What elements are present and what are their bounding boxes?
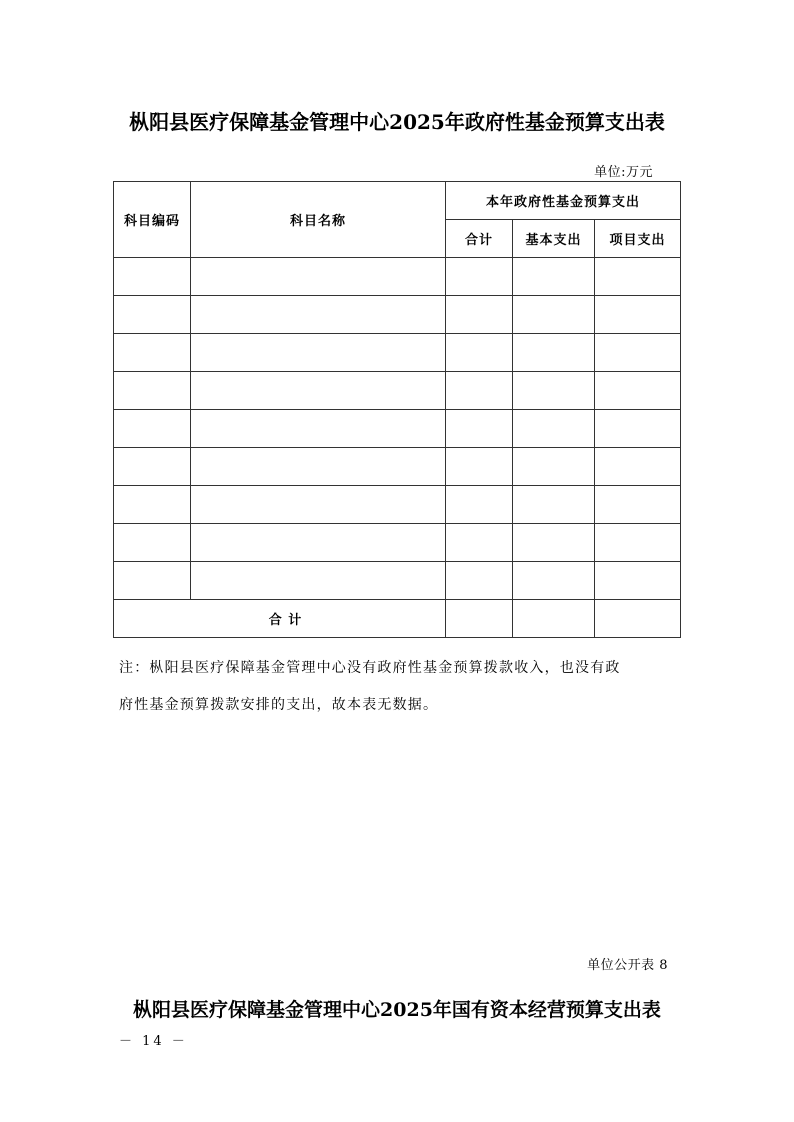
cell [191, 410, 446, 448]
table-header-row [114, 182, 681, 220]
cell [191, 258, 446, 296]
cell [513, 258, 595, 296]
cell [446, 562, 513, 600]
cell [446, 296, 513, 334]
cell [513, 562, 595, 600]
total-basic-cell [513, 600, 595, 638]
cell [595, 562, 681, 600]
table-row [114, 296, 681, 334]
header-basic: 基本支出 [513, 220, 595, 258]
cell [446, 334, 513, 372]
cell [513, 410, 595, 448]
table-row [114, 258, 681, 296]
cell [114, 524, 191, 562]
total-label: 合 计 [114, 600, 446, 638]
cell [114, 372, 191, 410]
cell [114, 562, 191, 600]
cell [191, 524, 446, 562]
cell [595, 448, 681, 486]
cell [446, 372, 513, 410]
note [119, 650, 679, 724]
table-row [114, 486, 681, 524]
header-code: 科目编码 [114, 182, 191, 258]
cell [114, 334, 191, 372]
table-row [114, 410, 681, 448]
cell [595, 372, 681, 410]
cell [114, 486, 191, 524]
cell [513, 486, 595, 524]
header-group: 本年政府性基金预算支出 [446, 182, 681, 220]
cell [191, 372, 446, 410]
note-line-2: 府性基金预算拨款安排的支出，故本表无数据。 [119, 697, 439, 713]
budget-table [113, 181, 681, 638]
table-code-label: 单位公开表 8 [587, 958, 668, 973]
cell [114, 448, 191, 486]
cell [446, 486, 513, 524]
cell [446, 258, 513, 296]
cell [191, 334, 446, 372]
page-number: － 14 － [119, 1034, 188, 1049]
total-project-cell [595, 600, 681, 638]
header-total: 合计 [446, 220, 513, 258]
header-name: 科目名称 [191, 182, 446, 258]
cell [191, 296, 446, 334]
table-row [114, 562, 681, 600]
cell [114, 296, 191, 334]
next-table-title: 枞阳县医疗保障基金管理中心2025年国有资本经营预算支出表 [133, 999, 661, 1021]
note-line-1: 注：枞阳县医疗保障基金管理中心没有政府性基金预算拨款收入，也没有政 [119, 660, 621, 676]
cell [595, 486, 681, 524]
cell [513, 524, 595, 562]
cell [513, 334, 595, 372]
cell [114, 258, 191, 296]
cell [595, 524, 681, 562]
page-title: 枞阳县医疗保障基金管理中心2025年政府性基金预算支出表 [129, 110, 665, 134]
cell [513, 372, 595, 410]
cell [191, 562, 446, 600]
cell [446, 410, 513, 448]
cell [114, 410, 191, 448]
cell [595, 258, 681, 296]
header-project: 项目支出 [595, 220, 681, 258]
cell [191, 448, 446, 486]
total-cell [446, 600, 513, 638]
cell [595, 296, 681, 334]
table-row [114, 372, 681, 410]
table-row [114, 448, 681, 486]
cell [446, 524, 513, 562]
unit-label: 单位:万元 [594, 165, 653, 180]
cell [513, 448, 595, 486]
total-row [114, 600, 681, 638]
cell [595, 410, 681, 448]
cell [513, 296, 595, 334]
cell [191, 486, 446, 524]
cell [595, 334, 681, 372]
table-row [114, 334, 681, 372]
table-row [114, 524, 681, 562]
cell [446, 448, 513, 486]
